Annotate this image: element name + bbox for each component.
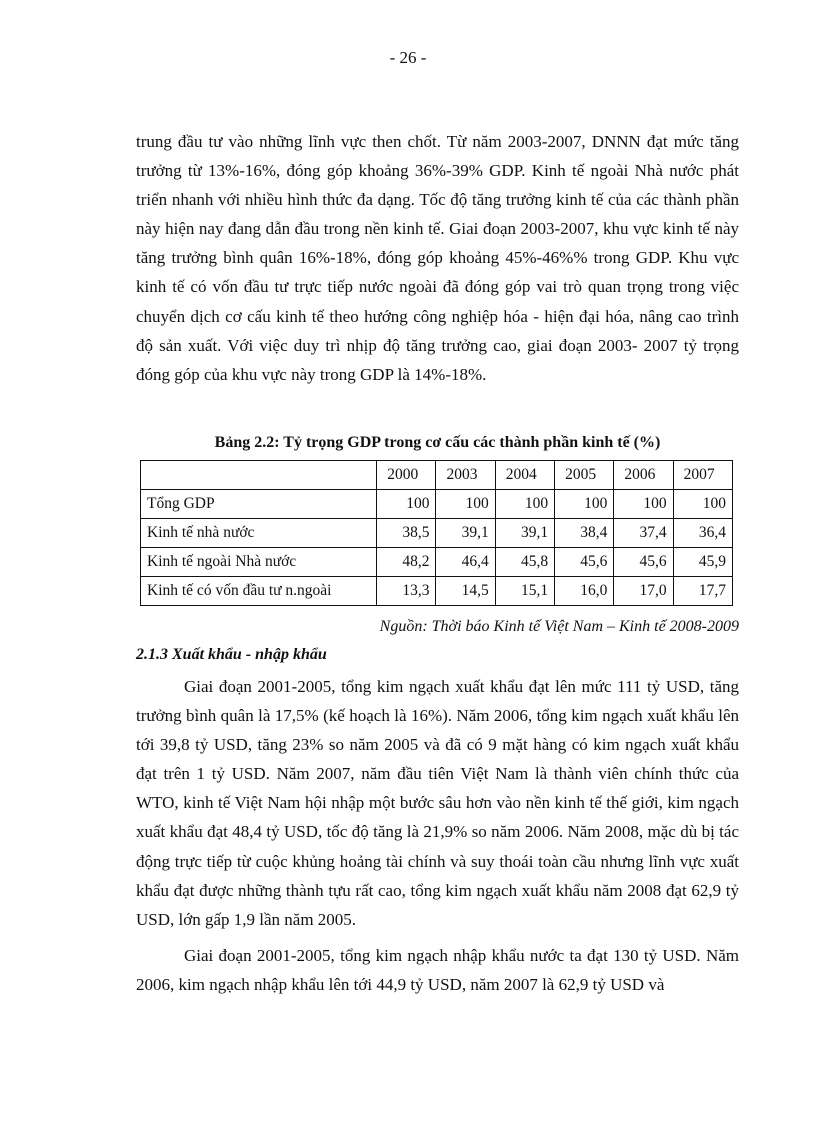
table-cell: 36,4 <box>673 519 732 548</box>
table-cell: 15,1 <box>495 577 554 606</box>
row-label: Kinh tế có vốn đầu tư n.ngoài <box>141 577 377 606</box>
table-row <box>141 577 733 606</box>
row-label: Kinh tế ngoài Nhà nước <box>141 548 377 577</box>
row-label: Kinh tế nhà nước <box>141 519 377 548</box>
intro-paragraph: trung đầu tư vào những lĩnh vực then chốt. Từ năm 2003-2007, DNNN đạt mức tăng trưởng từ 13%-16%, đóng góp khoảng 36%-39% GDP. Kinh tế ngoài Nhà nước phát triển nhanh với nhiều hình thức đa dạng. Tốc độ tăng trưởng kinh tế của các thành phần này hiện nay đang dẫn đầu trong nền kinh tế. Giai đoạn 2003-2007, khu vực kinh tế này tăng trưởng bình quân 16%-18%, đóng góp khoảng 45%-46%% trong GDP. Khu vực kinh tế có vốn đầu tư trực tiếp nước ngoài đã đóng góp vai trò quan trọng trong việc chuyển dịch cơ cấu kinh tế theo hướng công nghiệp hóa - hiện đại hóa, nâng cao trình độ sản xuất. Với việc duy trì nhịp độ tăng trưởng cao, giai đoạn 2003- 2007 tỷ trọng đóng góp của khu vực này trong GDP là 14%-18%. <box>136 132 739 384</box>
table-cell: 13,3 <box>377 577 436 606</box>
table-cell: 14,5 <box>436 577 495 606</box>
table-header-row <box>141 461 733 490</box>
table-cell: 45,8 <box>495 548 554 577</box>
table-corner-cell <box>141 461 377 490</box>
table-source-note: Nguồn: Thời báo Kinh tế Việt Nam – Kinh tế 2008-2009 <box>379 618 739 635</box>
year-header: 2007 <box>673 461 732 490</box>
table-cell: 37,4 <box>614 519 673 548</box>
gdp-structure-table <box>140 460 733 606</box>
table-cell: 100 <box>377 490 436 519</box>
table-cell: 38,4 <box>555 519 614 548</box>
export-paragraph: Giai đoạn 2001-2005, tổng kim ngạch xuất khẩu đạt lên mức 111 tỷ USD, tăng trưởng bình quân là 17,5% (kế hoạch là 16%). Năm 2006, tổng kim ngạch xuất khẩu lên tới 39,8 tỷ USD, tăng 23% so năm 2005 và đã có 9 mặt hàng có kim ngạch xuất khẩu đạt trên 1 tỷ USD. Năm 2007, năm đầu tiên Việt Nam là thành viên chính thức của WTO, kinh tế Việt Nam hội nhập một bước sâu hơn vào nền kinh tế thế giới, kim ngạch xuất khẩu đạt 48,4 tỷ USD, tốc độ tăng là 21,9% so năm 2006. Năm 2008, mặc dù bị tác động trực tiếp từ cuộc khủng hoảng tài chính và suy thoái toàn cầu nhưng lĩnh vực xuất khẩu đạt được những thành tựu rất cao, tổng kim ngạch xuất khẩu năm 2008 đạt 62,9 tỷ USD, lớn gấp 1,9 lần năm 2005. <box>136 677 739 929</box>
page-number: - 26 - <box>389 48 427 67</box>
table-cell: 100 <box>555 490 614 519</box>
row-label: Tổng GDP <box>141 490 377 519</box>
table-row <box>141 519 733 548</box>
year-header: 2006 <box>614 461 673 490</box>
table-cell: 38,5 <box>377 519 436 548</box>
import-paragraph: Giai đoạn 2001-2005, tổng kim ngạch nhập khẩu nước ta đạt 130 tỷ USD. Năm 2006, kim ngạch nhập khẩu lên tới 44,9 tỷ USD, năm 2007 là 62,9 tỷ USD và <box>136 946 739 995</box>
year-header: 2003 <box>436 461 495 490</box>
table-cell: 16,0 <box>555 577 614 606</box>
table-cell: 45,9 <box>673 548 732 577</box>
table-cell: 45,6 <box>614 548 673 577</box>
year-header: 2004 <box>495 461 554 490</box>
table-cell: 100 <box>614 490 673 519</box>
table-row <box>141 548 733 577</box>
table-cell: 100 <box>673 490 732 519</box>
year-header: 2000 <box>377 461 436 490</box>
table-cell: 46,4 <box>436 548 495 577</box>
year-header: 2005 <box>555 461 614 490</box>
table-cell: 100 <box>495 490 554 519</box>
table-cell: 39,1 <box>436 519 495 548</box>
table-cell: 45,6 <box>555 548 614 577</box>
table-cell: 100 <box>436 490 495 519</box>
table-caption: Bảng 2.2: Tỷ trọng GDP trong cơ cấu các thành phần kinh tế (%) <box>214 434 661 451</box>
table-cell: 17,7 <box>673 577 732 606</box>
table-cell: 39,1 <box>495 519 554 548</box>
section-heading: 2.1.3 Xuất khẩu - nhập khẩu <box>136 646 327 663</box>
table-cell: 17,0 <box>614 577 673 606</box>
table-row <box>141 490 733 519</box>
table-cell: 48,2 <box>377 548 436 577</box>
